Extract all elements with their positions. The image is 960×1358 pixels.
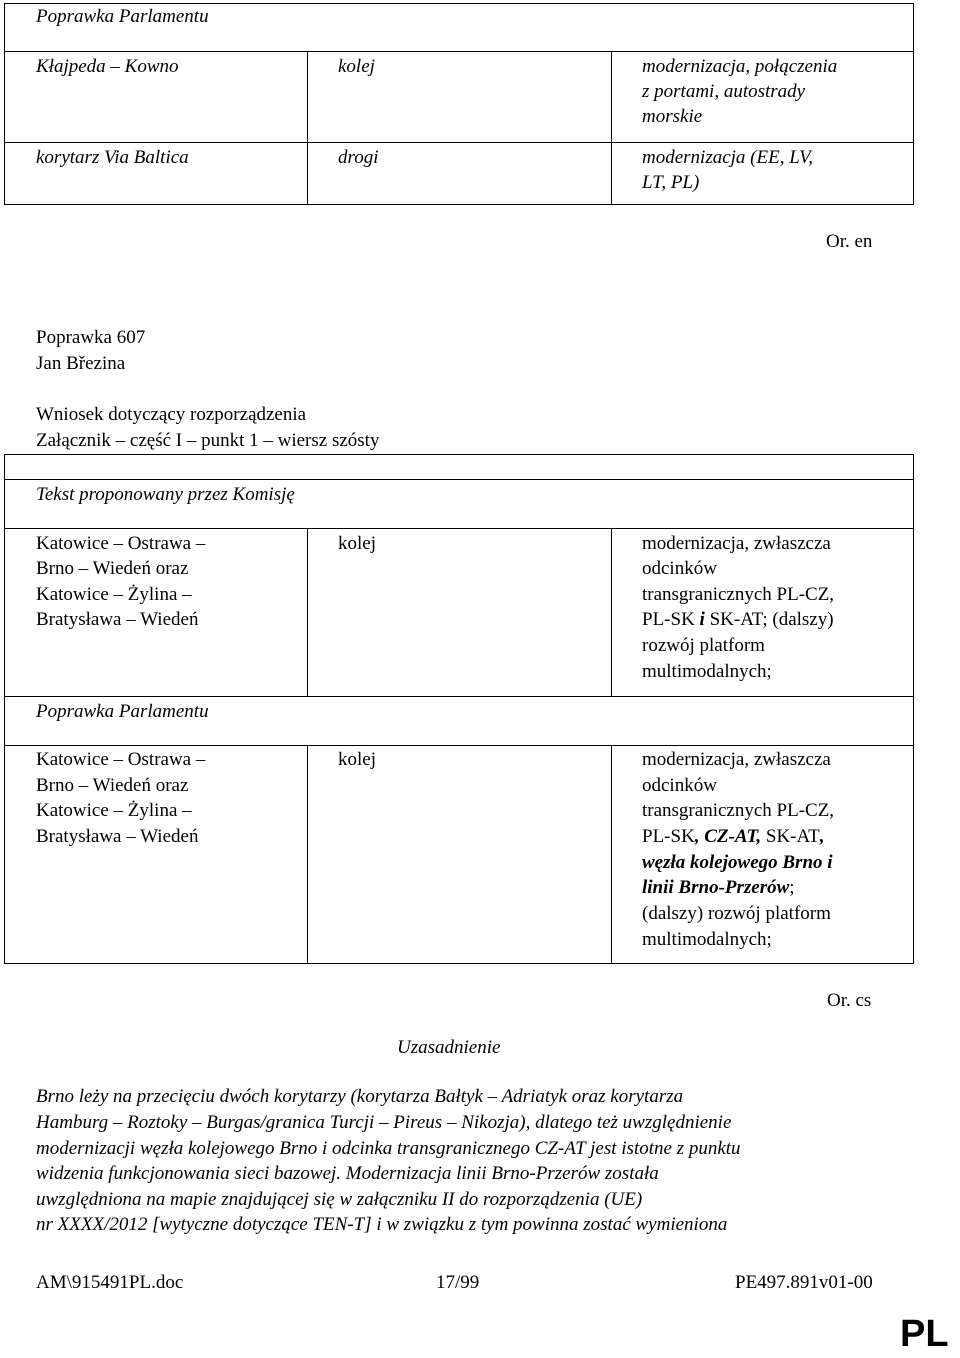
commission-description: PL-SK i SK-AT; (dalszy) (642, 609, 834, 630)
justification-line: modernizacji węzła kolejowego Brno i odcinka transgranicznego CZ-AT jest istotne z punktu (36, 1138, 741, 1159)
footer-pe-reference: PE497.891v01-00 (735, 1272, 873, 1293)
justification-line: uwzględniona na mapie znajdującej się w załączniku II do rozporządzenia (UE) (36, 1189, 643, 1210)
table-cell-description: modernizacja, połączenia (642, 56, 838, 77)
parliament-description: transgranicznych PL-CZ, (642, 800, 835, 821)
parliament-route: Katowice – Żylina – (36, 800, 192, 821)
amendment-reference: Załącznik – część I – punkt 1 – wiersz szósty (36, 430, 380, 451)
top-table-header: Poprawka Parlamentu (36, 6, 209, 27)
parliament-route: Bratysława – Wiedeń (36, 826, 199, 847)
table-column-divider (611, 528, 612, 696)
commission-description: odcinków (642, 558, 717, 579)
amendment-number: Poprawka 607 (36, 327, 146, 348)
parliament-mode: kolej (338, 749, 376, 770)
table-cell-description: morskie (642, 106, 703, 127)
table-divider (5, 479, 913, 480)
parliament-route: Katowice – Ostrawa – (36, 749, 206, 770)
justification-line: Brno leży na przecięciu dwóch korytarzy (korytarza Bałtyk – Adriatyk oraz korytarza (36, 1086, 684, 1107)
table-column-divider (307, 51, 308, 204)
parliament-description: (dalszy) rozwój platform (642, 903, 831, 924)
commission-description: transgranicznych PL-CZ, (642, 584, 835, 605)
justification-title: Uzasadnienie (397, 1037, 501, 1058)
table-cell-route: Kłajpeda – Kowno (36, 56, 179, 77)
table-column-divider (611, 745, 612, 963)
parliament-description: modernizacja, zwłaszcza (642, 749, 831, 770)
commission-mode: kolej (338, 533, 376, 554)
footer-page-number: 17/99 (436, 1272, 480, 1293)
table-divider (5, 696, 913, 697)
amendment-proposal: Wniosek dotyczący rozporządzenia (36, 404, 307, 425)
original-language-en: Or. en (826, 231, 873, 252)
commission-text-header: Tekst proponowany przez Komisję (36, 484, 295, 505)
commission-description: rozwój platform (642, 635, 765, 656)
parliament-description: węzła kolejowego Brno i (642, 852, 833, 873)
table-cell-mode: drogi (338, 147, 379, 168)
table-column-divider (307, 745, 308, 963)
parliament-description: PL-SK, CZ-AT, SK-AT, (642, 826, 825, 847)
table-cell-route: korytarz Via Baltica (36, 147, 189, 168)
justification-line: widzenia funkcjonowania sieci bazowej. Modernizacja linii Brno-Przerów została (36, 1163, 659, 1184)
footer-language-code: PL (900, 1313, 949, 1355)
table-cell-mode: kolej (338, 56, 375, 77)
commission-description: modernizacja, zwłaszcza (642, 533, 831, 554)
table-cell-description: LT, PL) (642, 172, 700, 193)
table-divider (5, 142, 913, 143)
table-cell-description: z portami, autostrady (642, 81, 806, 102)
parliament-description: linii Brno-Przerów; (642, 877, 795, 898)
parliament-description: odcinków (642, 775, 717, 796)
table-divider (5, 51, 913, 52)
commission-description: multimodalnych; (642, 661, 772, 682)
parliament-description: multimodalnych; (642, 929, 772, 950)
justification-line: nr XXXX/2012 [wytyczne dotyczące TEN-T] i w związku z tym powinna zostać wymieniona (36, 1214, 728, 1235)
commission-route: Katowice – Ostrawa – (36, 533, 206, 554)
original-language-cs: Or. cs (827, 990, 872, 1011)
justification-line: Hamburg – Roztoky – Burgas/granica Turcji – Pireus – Nikozja), dlatego też uwzględnienie (36, 1112, 732, 1133)
table-column-divider (611, 51, 612, 204)
footer-document-reference: AM\915491PL.doc (36, 1272, 184, 1293)
parliament-route: Brno – Wiedeń oraz (36, 775, 189, 796)
table-divider (5, 528, 913, 529)
commission-route: Katowice – Żylina – (36, 584, 192, 605)
table-cell-description: modernizacja (EE, LV, (642, 147, 813, 168)
commission-route: Brno – Wiedeń oraz (36, 558, 189, 579)
table-column-divider (307, 528, 308, 696)
amendment-author: Jan Březina (36, 353, 126, 374)
parliament-amendment-header: Poprawka Parlamentu (36, 701, 209, 722)
table-divider (5, 745, 913, 746)
commission-route: Bratysława – Wiedeń (36, 609, 199, 630)
